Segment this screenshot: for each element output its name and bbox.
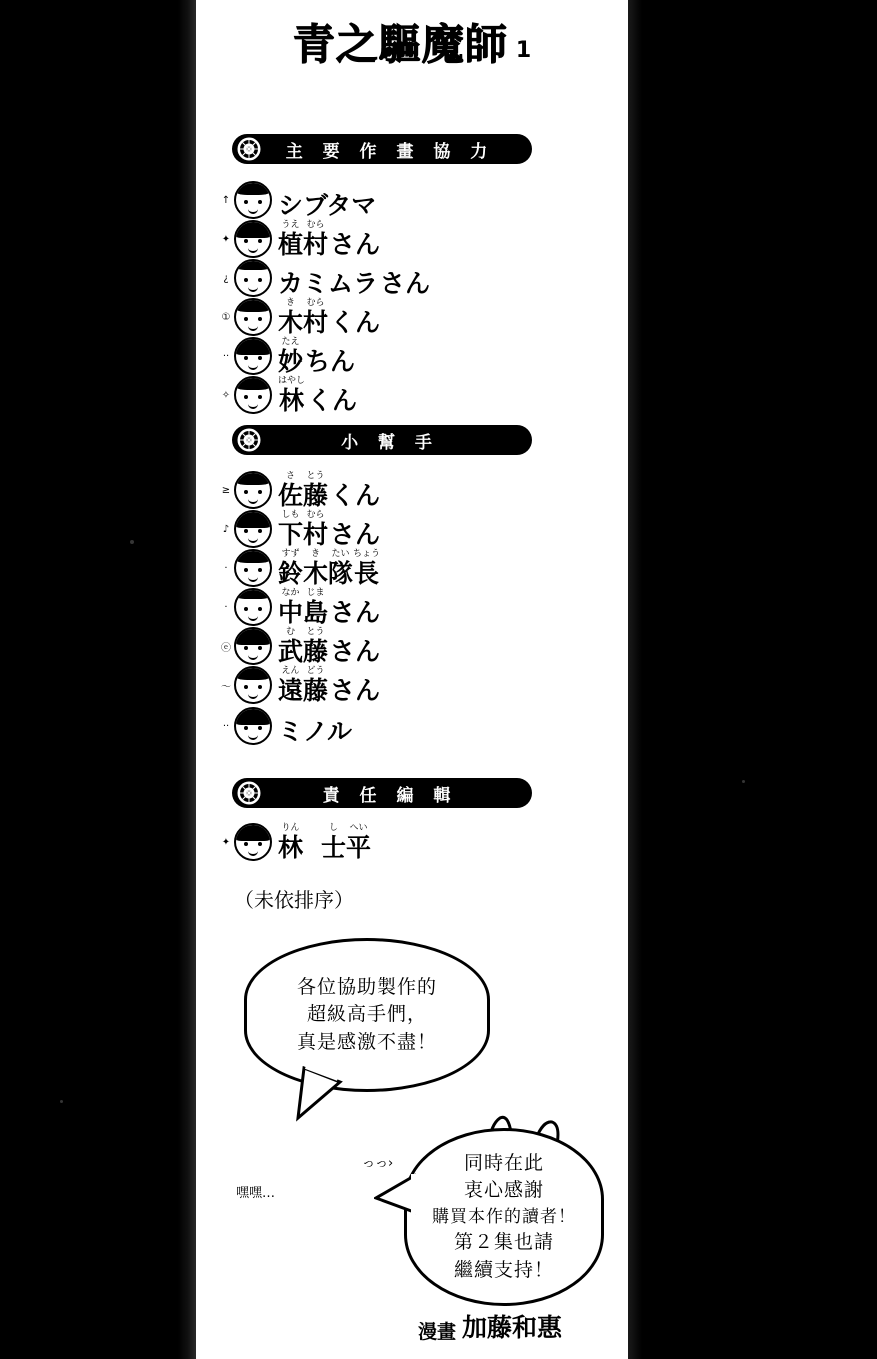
furigana: じま xyxy=(306,588,325,598)
credit-row xyxy=(218,470,380,510)
credit-name xyxy=(278,550,382,586)
furigana: えん xyxy=(281,666,300,676)
name-text: カミムラ xyxy=(278,269,379,298)
sfx-right: っっ› xyxy=(362,1156,394,1171)
doodle-mark: ·· xyxy=(222,720,230,732)
bubble-line: 真是感激不盡！ xyxy=(296,1030,437,1053)
credit-name xyxy=(278,667,380,703)
furigana: へい xyxy=(349,823,368,833)
furigana: むら xyxy=(306,298,325,308)
section-banner-label: 主 要 作 畫 協 力 xyxy=(285,141,495,162)
furigana: さ xyxy=(286,471,296,481)
credit-name xyxy=(278,824,373,860)
author-credit xyxy=(418,1308,562,1344)
bubble-line: 超級高手們， xyxy=(306,1003,427,1026)
section-banner-main-staff xyxy=(232,134,532,164)
scan-edge-right xyxy=(628,0,642,1359)
name-suffix: さん xyxy=(330,520,381,549)
credit-row xyxy=(218,336,355,376)
furigana: き xyxy=(311,549,321,559)
credit-row xyxy=(218,706,354,746)
name-text: 鈴 xyxy=(278,559,304,588)
doodle-mark: ¿ xyxy=(223,272,229,284)
name-text: 下 xyxy=(278,520,304,549)
name-suffix: ちん xyxy=(305,347,356,376)
section-banner-label: 責 任 編 輯 xyxy=(322,785,458,806)
bubble-line: 各位協助製作的 xyxy=(296,975,437,998)
bubble-line: 同時在此 xyxy=(463,1151,544,1174)
page-title xyxy=(196,20,628,69)
section-banner-assistants xyxy=(232,425,532,455)
face-icon xyxy=(234,181,272,219)
speech-bubble-tail xyxy=(296,1066,366,1126)
furigana: き xyxy=(286,298,296,308)
credit-name xyxy=(278,589,380,625)
name-suffix: さん xyxy=(330,230,381,259)
rosette-icon xyxy=(236,427,262,453)
paper-area xyxy=(196,0,628,1359)
face-icon xyxy=(234,666,272,704)
name-suffix: さん xyxy=(330,598,381,627)
doodle-mark: ≥ xyxy=(221,484,231,496)
name-text: ミノル xyxy=(278,717,353,746)
doodle-mark: ·· xyxy=(222,350,230,362)
name-text: 藤 xyxy=(303,637,329,666)
name-text: 村 xyxy=(303,230,329,259)
speech-bubble-reader-thanks xyxy=(404,1128,604,1306)
name-text: 中 xyxy=(278,598,304,627)
name-text: 木 xyxy=(278,308,304,337)
face-icon xyxy=(234,376,272,414)
name-text: 士 xyxy=(321,833,347,862)
face-icon xyxy=(234,588,272,626)
name-text: 植 xyxy=(278,230,304,259)
name-text: 妙 xyxy=(278,347,304,376)
credit-row xyxy=(218,587,380,627)
furigana: はやし xyxy=(278,376,306,386)
name-text: 村 xyxy=(303,308,329,337)
credit-row xyxy=(218,375,357,415)
scan-speck xyxy=(130,540,134,544)
name-suffix: さん xyxy=(330,676,381,705)
name-text: 村 xyxy=(303,520,329,549)
name-text: 林 xyxy=(278,833,304,862)
furigana: ちょう xyxy=(353,549,381,559)
name-text: 佐 xyxy=(278,481,304,510)
doodle-mark: ✧ xyxy=(221,389,231,401)
speech-bubble-tail xyxy=(374,1172,418,1222)
doodle-mark: · xyxy=(224,562,228,574)
credit-name xyxy=(278,708,354,744)
doodle-mark: 〜 xyxy=(221,681,231,693)
face-icon xyxy=(234,627,272,665)
credit-name xyxy=(278,628,380,664)
name-text: シブタマ xyxy=(278,191,377,220)
name-suffix: くん xyxy=(330,308,381,337)
credit-name xyxy=(278,221,380,257)
credit-name xyxy=(278,511,380,547)
furigana: なか xyxy=(281,588,300,598)
name-suffix: くん xyxy=(330,481,381,510)
credit-name xyxy=(278,377,357,413)
furigana: む xyxy=(286,627,296,637)
name-text: 島 xyxy=(303,598,329,627)
name-text: 藤 xyxy=(303,481,329,510)
name-text: 平 xyxy=(346,833,372,862)
credit-row xyxy=(218,258,430,298)
section-banner-editor xyxy=(232,778,532,808)
name-suffix: さん xyxy=(380,269,431,298)
sfx-left: 嘿嘿… xyxy=(236,1186,276,1201)
furigana: すず xyxy=(281,549,300,559)
rosette-icon xyxy=(236,136,262,162)
name-text: 隊 xyxy=(328,559,354,588)
face-icon xyxy=(234,823,272,861)
author-name: 加藤和惠 xyxy=(462,1313,563,1342)
credit-row xyxy=(218,219,380,259)
title-text: 青之驅魔師 xyxy=(292,20,508,69)
name-text: 林 xyxy=(279,386,305,415)
doodle-mark: ✦ xyxy=(221,233,231,245)
rosette-icon xyxy=(236,780,262,806)
credit-name xyxy=(278,338,355,374)
name-text: 木 xyxy=(303,559,329,588)
name-text: 藤 xyxy=(303,676,329,705)
face-icon xyxy=(234,510,272,548)
credit-name xyxy=(278,472,380,508)
name-text: 遠 xyxy=(278,676,304,705)
doodle-mark: ⓔ xyxy=(221,642,231,654)
name-text: 武 xyxy=(278,637,304,666)
bubble-line: 衷心感謝 xyxy=(463,1179,544,1202)
furigana: し xyxy=(329,823,339,833)
name-text: 長 xyxy=(354,559,380,588)
scan-speck xyxy=(60,1100,63,1103)
doodle-mark: ① xyxy=(221,311,231,323)
credit-row xyxy=(218,297,380,337)
face-icon xyxy=(234,259,272,297)
face-icon xyxy=(234,549,272,587)
doodle-mark: ✦ xyxy=(221,836,231,848)
volume-number: 1 xyxy=(515,38,532,63)
name-suffix: くん xyxy=(307,386,358,415)
furigana: とう xyxy=(306,627,325,637)
credit-row xyxy=(218,548,382,588)
credit-name xyxy=(278,182,378,218)
bubble-line: 第２集也請 xyxy=(453,1231,554,1254)
doodle-mark: · xyxy=(224,601,228,613)
credit-row xyxy=(218,665,380,705)
scan-edge-left xyxy=(178,0,196,1359)
speech-bubble-staff-thanks xyxy=(244,938,490,1092)
furigana: むら xyxy=(306,510,325,520)
credit-row xyxy=(218,180,378,220)
order-note: （未依排序） xyxy=(234,888,354,912)
furigana: しも xyxy=(281,510,300,520)
furigana: むら xyxy=(306,220,325,230)
face-icon xyxy=(234,337,272,375)
furigana: たい xyxy=(331,549,350,559)
credit-row xyxy=(218,626,380,666)
doodle-mark: ↑ xyxy=(221,194,231,206)
credit-name xyxy=(278,260,430,296)
scan-speck xyxy=(742,780,745,783)
name-suffix: さん xyxy=(330,637,381,666)
credit-row xyxy=(218,822,373,862)
section-banner-label: 小 幫 手 xyxy=(341,432,439,453)
author-label: 漫畫 xyxy=(418,1321,457,1343)
bubble-line: 購買本作的讀者！ xyxy=(432,1206,576,1227)
face-icon xyxy=(234,471,272,509)
face-icon xyxy=(234,220,272,258)
furigana: うえ xyxy=(281,220,300,230)
doodle-mark: ♪ xyxy=(222,523,230,535)
face-icon xyxy=(234,707,272,745)
credit-row xyxy=(218,509,380,549)
furigana: とう xyxy=(306,471,325,481)
bubble-line: 繼續支持！ xyxy=(453,1258,554,1281)
credit-name xyxy=(278,299,380,335)
furigana: たえ xyxy=(281,337,300,347)
face-icon xyxy=(234,298,272,336)
furigana: どう xyxy=(306,666,325,676)
furigana: りん xyxy=(281,823,300,833)
